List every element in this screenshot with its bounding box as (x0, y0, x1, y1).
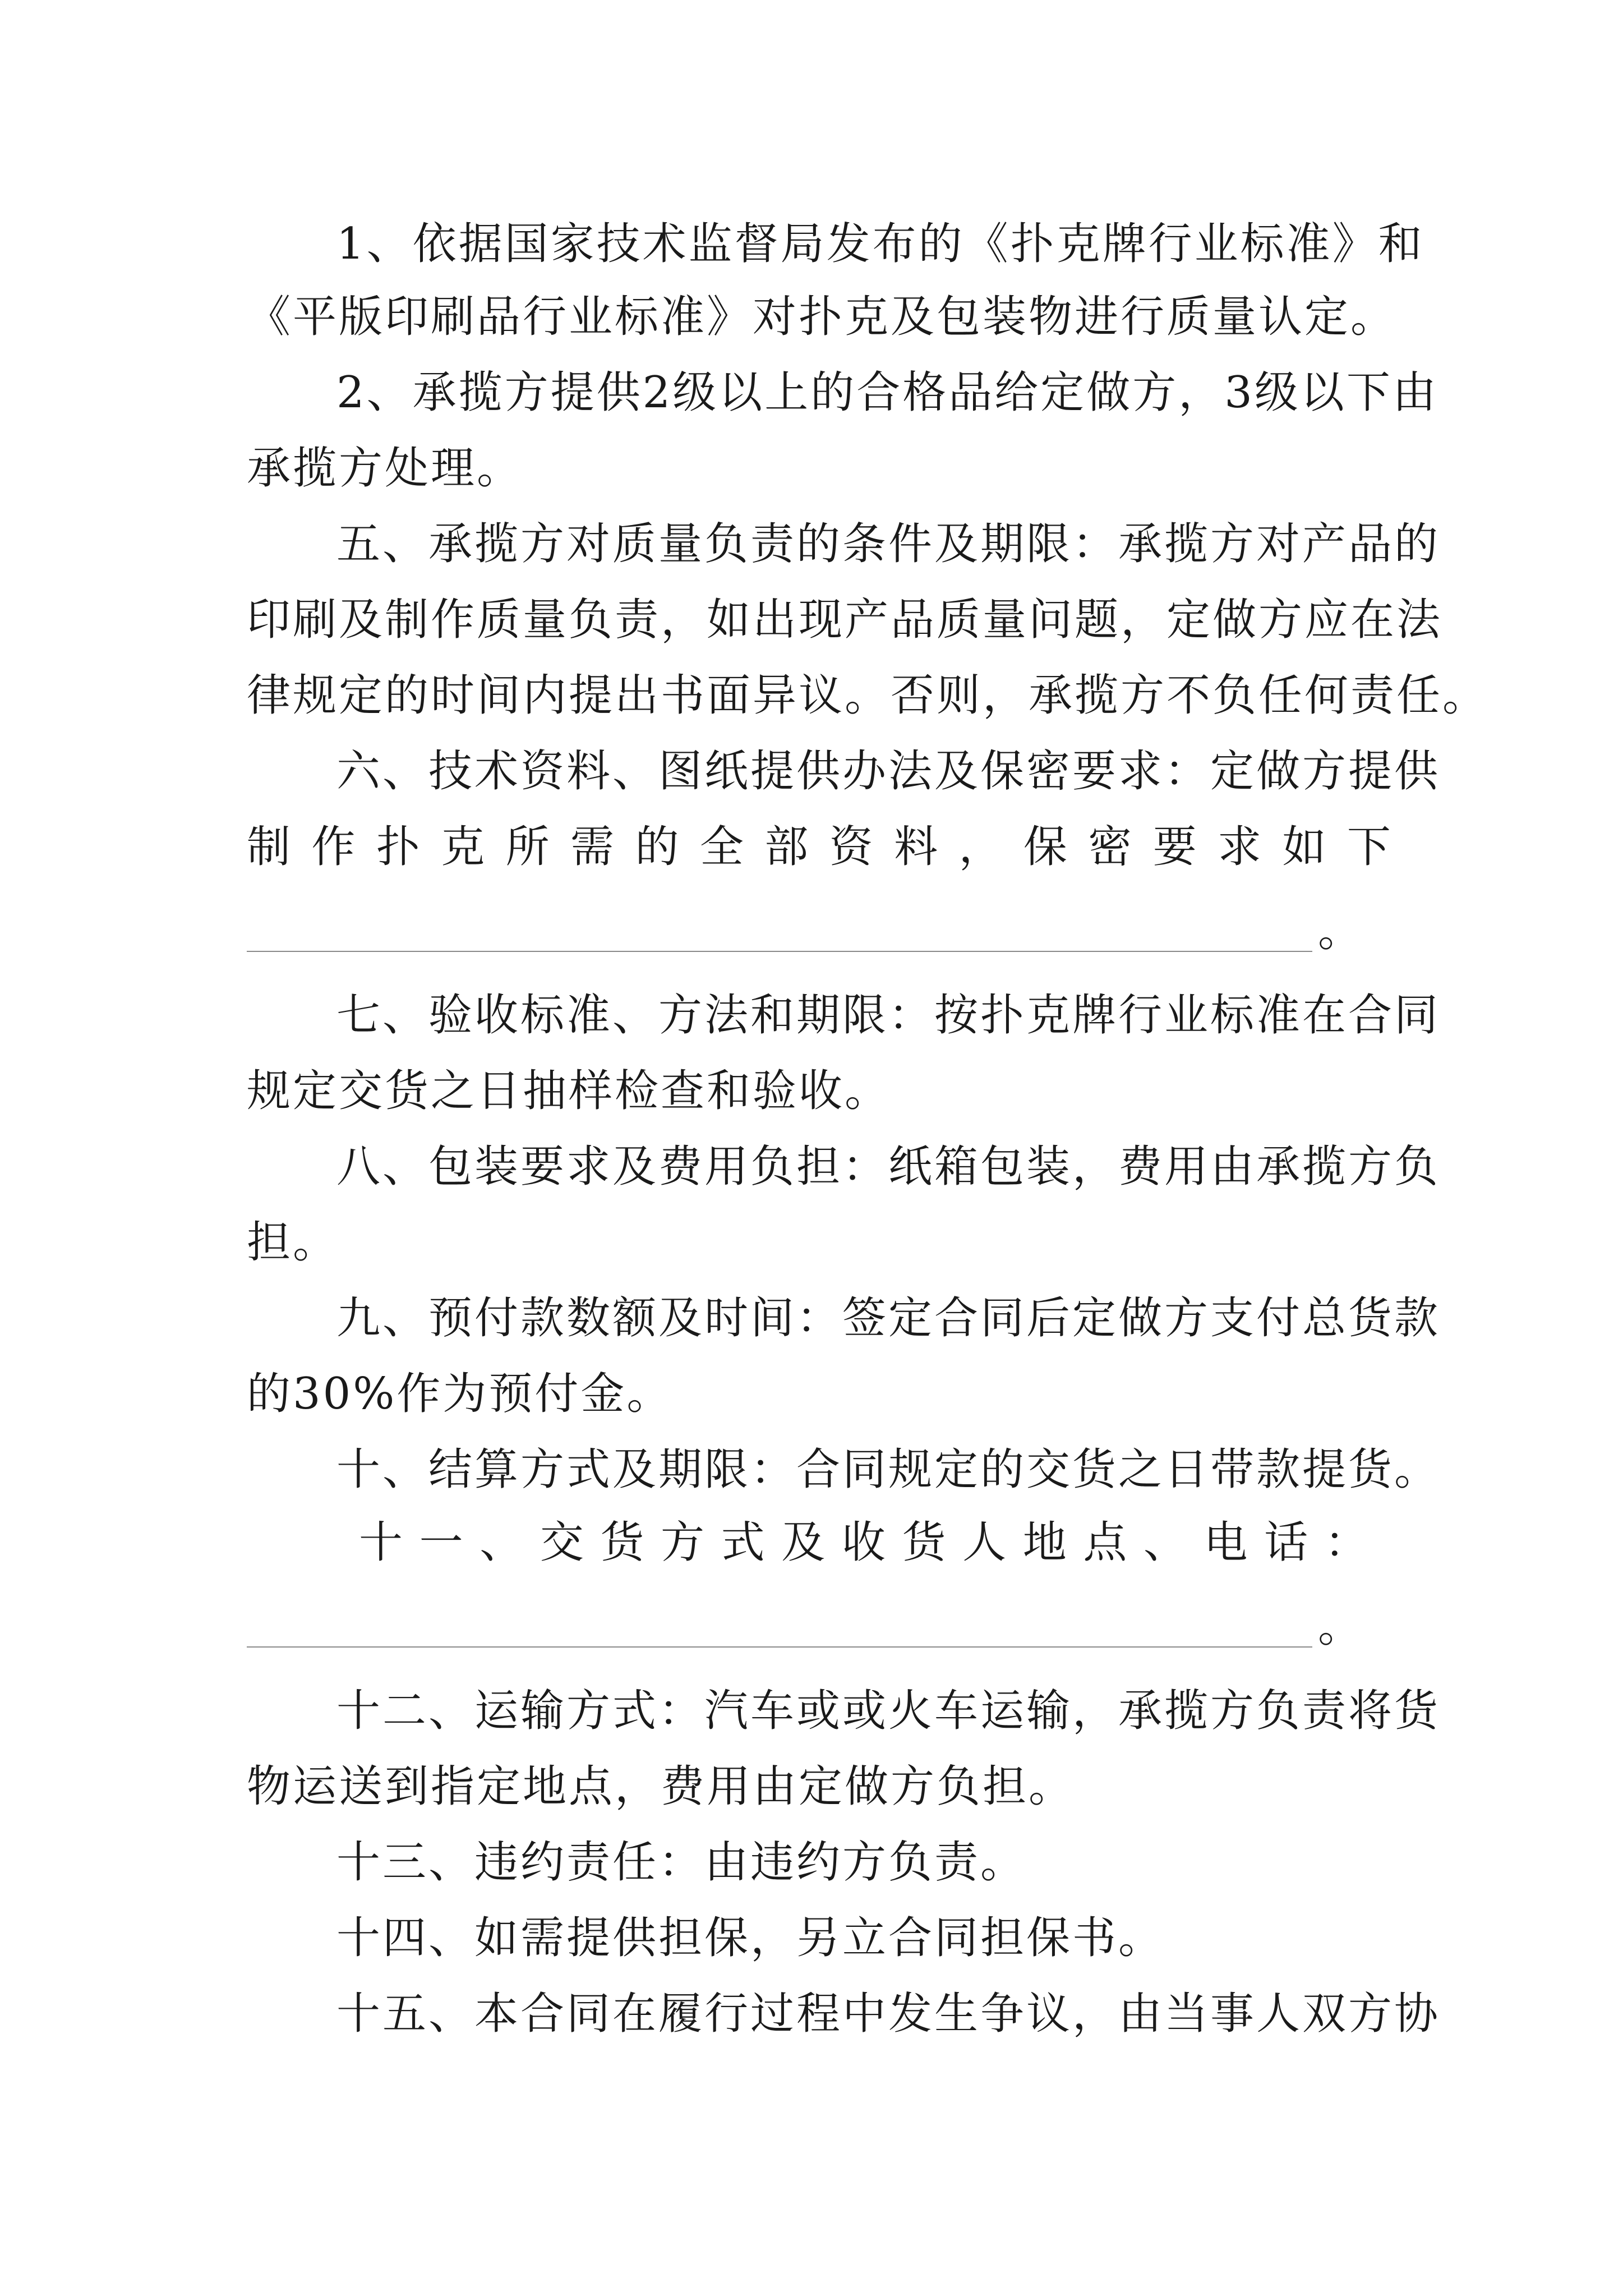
paragraph-line: 《平版印刷品行业标准》对扑克及包装物进行质量认定。 (247, 292, 1397, 342)
blank-period: 。 (1318, 906, 1362, 956)
paragraph-line: 十五、本合同在履行过程中发生争议，由当事人双方协 (336, 1989, 1441, 2039)
paragraph-line: 九、预付款数额及时间：签定合同后定做方支付总货款 (336, 1293, 1441, 1343)
justified-glyph: 料 (894, 822, 938, 872)
justified-glyph: 需 (570, 822, 615, 872)
justified-glyph: 所 (505, 822, 550, 872)
paragraph-line: 物运送到指定地点，费用由定做方负担。 (247, 1761, 1075, 1812)
paragraph-line: 十、结算方式及期限：合同规定的交货之日带款提货。 (336, 1444, 1441, 1495)
justified-glyph: 、 (1143, 1517, 1187, 1568)
justified-glyph: 保 (1023, 822, 1067, 872)
justified-glyph: 话 (1264, 1517, 1308, 1568)
paragraph-line-justified (247, 816, 1391, 878)
justified-glyph: 、 (479, 1517, 524, 1568)
justified-glyph: 交 (540, 1517, 584, 1568)
paragraph-line: 十三、违约责任：由违约方负责。 (336, 1837, 1027, 1888)
justified-glyph: 要 (1152, 822, 1197, 872)
justified-glyph: 点 (1083, 1517, 1127, 1568)
justified-glyph: 货 (902, 1517, 946, 1568)
justified-glyph: 制 (247, 822, 291, 872)
paragraph-line: 规定交货之日抽样检查和验收。 (247, 1066, 891, 1116)
justified-glyph: 及 (781, 1517, 826, 1568)
justified-glyph: 十 (359, 1517, 403, 1568)
justified-glyph: 作 (311, 822, 356, 872)
paragraph-line: 印刷及制作质量负责，如出现产品质量问题，定做方应在法 (247, 595, 1443, 645)
blank-period: 。 (1318, 1602, 1362, 1652)
justified-glyph: 如 (1282, 822, 1326, 872)
paragraph-line-justified (359, 1512, 1368, 1573)
justified-glyph: 资 (829, 822, 873, 872)
justified-glyph: ， (958, 822, 1003, 872)
paragraph-line: 律规定的时间内提出书面异议。否则，承揽方不负任何责任。 (247, 670, 1489, 721)
paragraph-line: 六、技术资料、图纸提供办法及保密要求：定做方提供 (336, 746, 1441, 797)
paragraph-line: 2、承揽方提供2级以上的合格品给定做方，3级以下由 (336, 367, 1438, 418)
justified-glyph: 全 (699, 822, 744, 872)
justified-glyph: 地 (1022, 1517, 1067, 1568)
justified-glyph: 电 (1204, 1517, 1248, 1568)
justified-glyph: 的 (635, 822, 679, 872)
fill-in-blank-line (247, 951, 1312, 952)
fill-in-blank-line (247, 1646, 1312, 1648)
paragraph-line: 十四、如需提供担保，另立合同担保书。 (336, 1913, 1165, 1963)
paragraph-line: 七、验收标准、方法和期限：按扑克牌行业标准在合同 (336, 990, 1441, 1041)
justified-glyph: 一 (419, 1517, 463, 1568)
paragraph-line: 担。 (247, 1217, 339, 1268)
justified-glyph: 货 (600, 1517, 644, 1568)
paragraph-line: 承揽方处理。 (247, 443, 523, 494)
justified-glyph: 人 (962, 1517, 1007, 1568)
justified-glyph: 求 (1218, 822, 1262, 872)
justified-glyph: 扑 (376, 822, 420, 872)
paragraph-line: 五、承揽方对质量负责的条件及期限：承揽方对产品的 (336, 519, 1441, 569)
justified-glyph: ： (1324, 1517, 1368, 1568)
justified-glyph: 方 (661, 1517, 705, 1568)
paragraph-line: 的30%作为预付金。 (247, 1369, 673, 1419)
justified-glyph: 下 (1347, 822, 1391, 872)
justified-glyph: 式 (721, 1517, 765, 1568)
paragraph-line: 十二、运输方式：汽车或或火车运输，承揽方负责将货 (336, 1686, 1441, 1736)
paragraph-line: 1、依据国家技术监督局发布的《扑克牌行业标准》和 (336, 219, 1424, 269)
justified-glyph: 克 (441, 822, 485, 872)
justified-glyph: 收 (841, 1517, 886, 1568)
paragraph-line: 八、包装要求及费用负担：纸箱包装，费用由承揽方负 (336, 1142, 1441, 1192)
justified-glyph: 密 (1088, 822, 1132, 872)
justified-glyph: 部 (764, 822, 809, 872)
